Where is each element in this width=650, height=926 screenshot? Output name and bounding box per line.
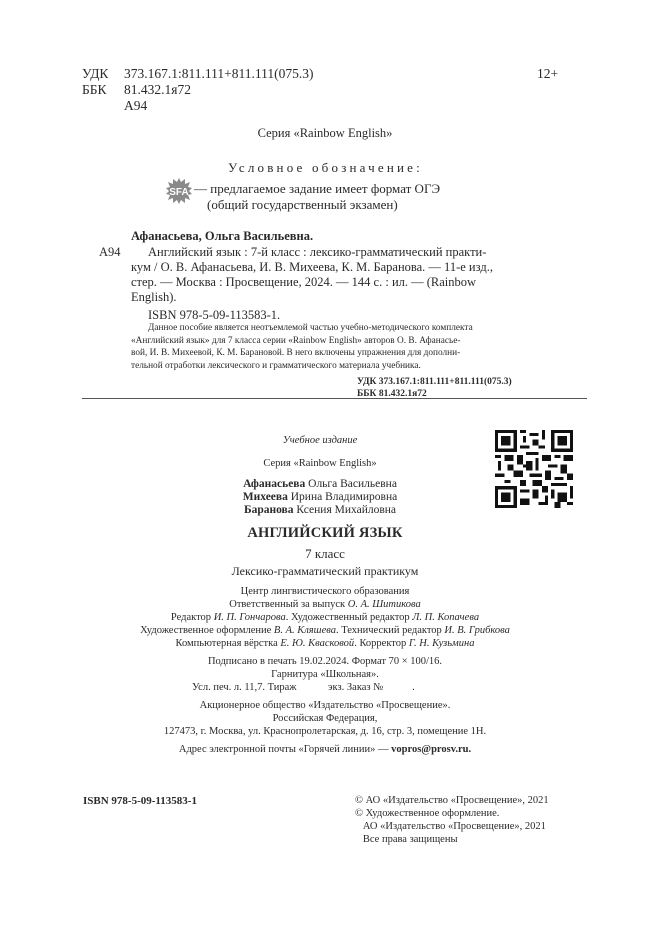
credit-label: . Художественный редактор bbox=[285, 612, 413, 623]
publisher-line: 127473, г. Москва, ул. Краснопролетарская, д. 16, стр. 3, помещение 1Н. bbox=[163, 726, 487, 737]
annotation-line: тельной отработки лексического и грамматического материала учебника. bbox=[131, 361, 421, 371]
bbk-bottom: ББК 81.432.1я72 bbox=[357, 389, 427, 399]
credit-name: И. В. Грибкова bbox=[444, 625, 510, 636]
credit-name: Е. Ю. Квасковой bbox=[280, 638, 355, 649]
annotation-line: Данное пособие является неотъемлемой частью учебно-методического комплекта bbox=[148, 323, 473, 333]
legend-title: Условное обозначение: bbox=[228, 160, 423, 175]
author-given: Ксения Михайловна bbox=[296, 504, 397, 516]
credit-label: Компьютерная вёрстка bbox=[175, 638, 281, 649]
credit-label: Художественное оформление bbox=[140, 625, 274, 636]
annotation-line: «Английский язык» для 7 класса серии «Rainbow English» авторов О. В. Афанасье- bbox=[131, 336, 461, 346]
author-heading: Афанасьева, Ольга Васильевна. bbox=[131, 229, 314, 243]
legend-line-1: — предлагаемое задание имеет формат ОГЭ bbox=[194, 181, 441, 196]
credit-name: Г. Н. Кузьмина bbox=[408, 638, 475, 649]
publisher-line: Российская Федерация, bbox=[272, 713, 378, 724]
copyright-line: Все права защищены bbox=[355, 834, 458, 845]
section-divider bbox=[82, 398, 587, 399]
svg-text:SFA: SFA bbox=[169, 187, 189, 198]
copyright-line: © Художественное оформление. bbox=[355, 808, 500, 819]
credits-design bbox=[0, 624, 650, 637]
author-surname: Афанасьева bbox=[243, 478, 306, 490]
hotline-email-line bbox=[0, 743, 650, 756]
credit-name: О. А. Шитикова bbox=[347, 599, 421, 610]
bbk-value: 81.432.1я72 bbox=[124, 82, 191, 97]
legend-line-2: (общий государственный экзамен) bbox=[207, 197, 398, 212]
author-surname: Баранова bbox=[243, 504, 294, 516]
oge-sfa-badge-icon bbox=[166, 178, 192, 204]
bibliographic-line: English). bbox=[131, 290, 177, 304]
author-given: Ольга Васильевна bbox=[308, 478, 397, 490]
book-grade: 7 класс bbox=[305, 546, 345, 561]
credits-editors bbox=[0, 611, 650, 624]
author-given: Ирина Владимировна bbox=[290, 491, 398, 503]
credits-responsible bbox=[0, 598, 650, 611]
age-rating: 12+ bbox=[537, 66, 559, 81]
book-subtitle: Лексико-грамматический практикум bbox=[231, 564, 419, 578]
credits-center: Центр лингвистического образования bbox=[240, 586, 410, 597]
credit-label: . Корректор bbox=[354, 638, 409, 649]
print-info-line: Гарнитура «Школьная». bbox=[271, 669, 379, 680]
imprint-author bbox=[200, 478, 440, 492]
author-surname: Михеева bbox=[242, 491, 288, 503]
qr-code-icon[interactable] bbox=[495, 430, 573, 508]
credits-layout bbox=[0, 637, 650, 650]
publisher-line: Акционерное общество «Издательство «Просвещение». bbox=[199, 700, 451, 711]
author-mark: А94 bbox=[124, 98, 148, 113]
credit-name: И. П. Гончарова bbox=[213, 612, 286, 623]
bbk-label: ББК bbox=[82, 82, 107, 97]
credit-label: Ответственный за выпуск bbox=[229, 599, 348, 610]
bibliographic-isbn: ISBN 978-5-09-113583-1. bbox=[148, 308, 281, 322]
credit-label: . Технический редактор bbox=[336, 625, 445, 636]
bibliographic-mark: А94 bbox=[99, 245, 121, 259]
udc-value: 373.167.1:811.111+811.111(075.3) bbox=[124, 66, 314, 81]
credit-name: В. А. Кляшева bbox=[273, 625, 336, 636]
annotation-line: вой, И. В. Михеевой, К. М. Барановой. В него включены упражнения для дополни- bbox=[131, 348, 461, 358]
bibliographic-line: Английский язык : 7-й класс : лексико-грамматический практи- bbox=[148, 245, 487, 259]
email-label: Адрес электронной почты «Горячей линии» — bbox=[178, 744, 392, 755]
udc-label: УДК bbox=[82, 66, 109, 81]
udc-bottom: УДК 373.167.1:811.111+811.111(075.3) bbox=[357, 377, 512, 387]
imprint-author bbox=[200, 504, 440, 518]
footer-isbn: ISBN 978-5-09-113583-1 bbox=[83, 795, 197, 807]
bibliographic-line: стер. — Москва : Просвещение, 2024. — 144 с. : ил. — (Rainbow bbox=[131, 275, 477, 289]
print-info-line: Усл. печ. л. 11,7. Тираж экз. Заказ № . bbox=[192, 682, 415, 693]
imprint-author bbox=[200, 491, 440, 505]
edition-type: Учебное издание bbox=[282, 435, 358, 446]
email-link[interactable]: vopros@prosv.ru. bbox=[391, 744, 472, 755]
credit-label: Редактор bbox=[170, 612, 214, 623]
copyright-line: © АО «Издательство «Просвещение», 2021 bbox=[355, 795, 549, 806]
book-title: АНГЛИЙСКИЙ ЯЗЫК bbox=[247, 525, 403, 541]
imprint-series: Серия «Rainbow English» bbox=[263, 458, 377, 469]
print-info-line: Подписано в печать 19.02.2024. Формат 70 × 100/16. bbox=[207, 656, 443, 667]
series-line: Серия «Rainbow English» bbox=[257, 126, 393, 140]
bibliographic-line: кум / О. В. Афанасьева, И. В. Михеева, К. М. Баранова. — 11-е изд., bbox=[131, 260, 493, 274]
credit-name: Л. П. Копачева bbox=[412, 612, 480, 623]
copyright-line: АО «Издательство «Просвещение», 2021 bbox=[355, 821, 546, 832]
